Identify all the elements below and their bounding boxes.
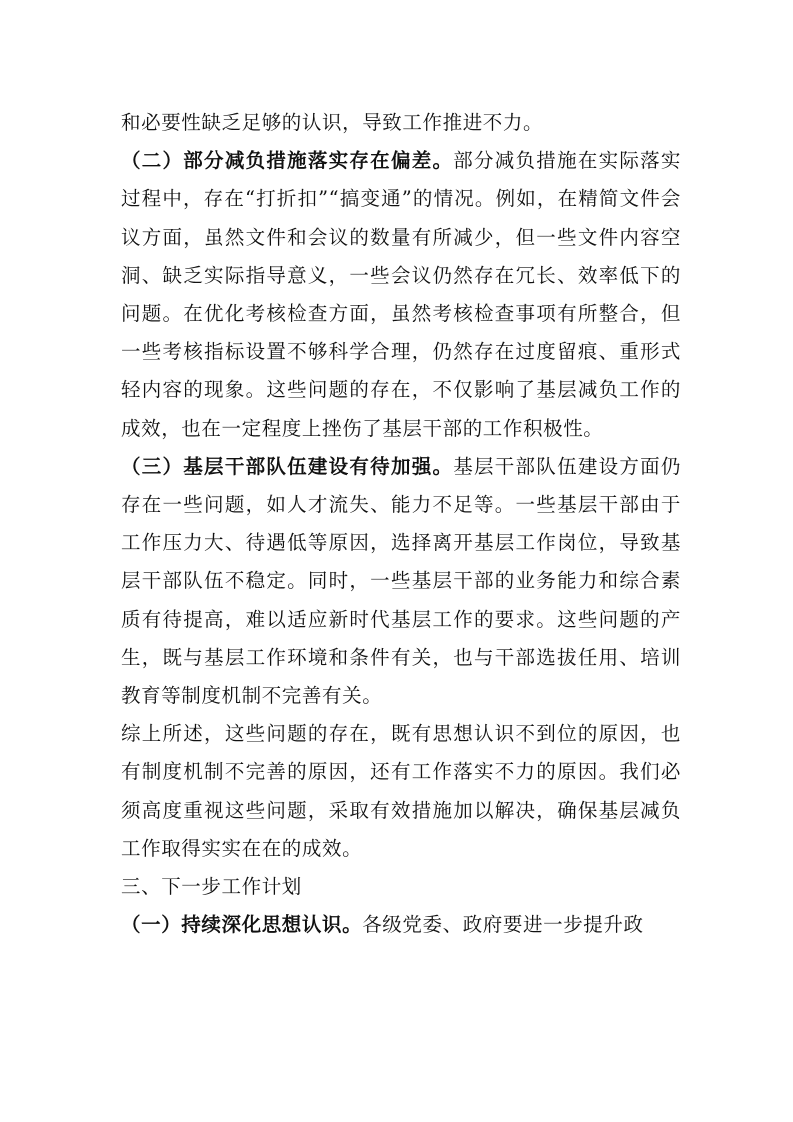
section-heading: （二）部分减负措施落实存在偏差。 [121, 149, 454, 173]
paragraph-text: 各级党委、政府要进一步提升政 [362, 913, 644, 937]
section-heading: （一）持续深化思想认识。 [121, 913, 363, 937]
paragraph-text: 和必要性缺乏足够的认识，导致工作推进不力。 [121, 111, 544, 134]
chapter-title: 三、下一步工作计划 [121, 875, 302, 899]
section-heading: （三）基层干部队伍建设有待加强。 [121, 454, 454, 478]
paragraph-text: 基层干部队伍建设方面仍存在一些问题，如人才流失、能力不足等。一些基层干部由于工作压力大、待遇低等原因，选择离开基层工作岗位，导致基层干部队伍不稳定。同时，一些基层干部的业务能力和综合素质有待提高，难以适应新时代基层工作的要求。这些问题的产生，既与基层工作环境和条件有关，也与干部选拔任用、培训教育等制度机制不完善有关。 [121, 454, 681, 708]
paragraph-text: 部分减负措施在实际落实过程中，存在“打折扣”“搞变通”的情况。例如，在精简文件会议方面，虽然文件和会议的数量有所减少，但一些文件内容空洞、缺乏实际指导意义，一些会议仍然存在冗长、效率低下的问题。在优化考核检查方面，虽然考核检查事项有所整合，但一些考核指标设置不够科学合理，仍然存在过度留痕、重形式轻内容的现象。这些问题的存在，不仅影响了基层减负工作的成效，也在一定程度上挫伤了基层干部的工作积极性。 [121, 149, 681, 440]
paragraph-text: 综上所述，这些问题的存在，既有思想认识不到位的原因，也有制度机制不完善的原因，还有工作落实不力的原因。我们必须高度重视这些问题，采取有效措施加以解决，确保基层减负工作取得实实在在的成效。 [121, 722, 681, 860]
paragraph-section-2 [121, 142, 681, 448]
paragraph-section-3 [121, 448, 681, 715]
paragraph-summary [121, 715, 681, 868]
paragraph-continuation [121, 104, 681, 142]
paragraph-plan-1 [121, 906, 681, 944]
document-body [121, 104, 681, 944]
chapter-heading [121, 868, 681, 906]
